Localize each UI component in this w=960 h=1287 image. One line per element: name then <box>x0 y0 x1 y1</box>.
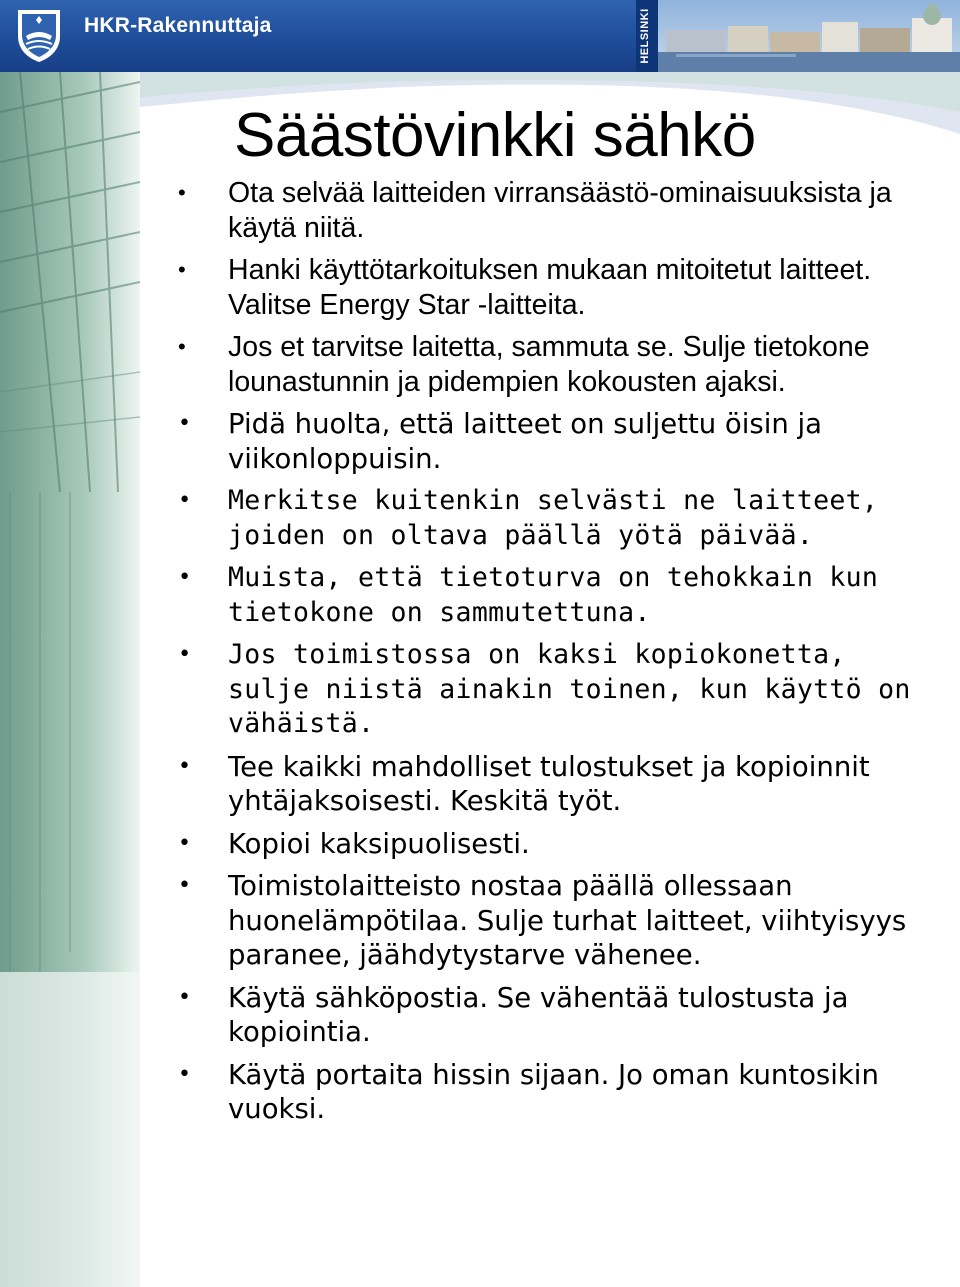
helsinki-crest-icon <box>14 6 64 64</box>
bullet-icon: • <box>178 257 186 282</box>
list-item: • Hanki käyttötarkoituksen mukaan mitoitetut laitteet. Valitse Energy Star -laitteita. <box>178 254 872 321</box>
list-item: • Kopioi kaksipuolisesti. <box>178 827 530 860</box>
brand-name: HKR-Rakennuttaja <box>84 14 272 37</box>
bullet-icon: • <box>178 411 191 436</box>
bullet-icon: • <box>178 642 192 667</box>
list-item: • Pidä huolta, että laitteet on suljettu öisin ja viikonloppuisin. <box>178 408 823 475</box>
list-item: • Käytä portaita hissin sijaan. Jo oman kuntosikin vuoksi. <box>178 1058 879 1125</box>
slide-title: Säästövinkki sähkö <box>234 101 756 170</box>
greenhouse-image <box>0 72 140 1287</box>
bullet-list <box>176 176 926 1135</box>
list-item: • Ota selvää laitteiden virransäästö-ominaisuuksista ja käytä niitä. <box>178 177 892 244</box>
bullet-icon: • <box>178 180 186 205</box>
helsinki-label: HELSINKI <box>639 8 651 64</box>
city-skyline-image <box>636 0 960 72</box>
list-item: • Toimistolaitteisto nostaa päällä ollessaan huonelämpötilaa. Sulje turhat laitteet, viihtyisyys paranee, jäähdytystarve vähenee. <box>178 870 907 971</box>
bullet-icon: • <box>178 488 192 513</box>
list-item: • Käytä sähköpostia. Se vähentää tulostusta ja kopiointia. <box>178 981 849 1048</box>
bullet-icon: • <box>178 334 186 359</box>
list-item: • Tee kaikki mahdolliset tulostukset ja kopioinnit yhtäjaksoisesti. Keskitä työt. <box>178 750 870 817</box>
bullet-icon: • <box>178 1061 191 1087</box>
bullet-icon: • <box>178 873 191 898</box>
list-item: • Merkitse kuitenkin selvästi ne laitteet, joiden on oltava päällä yötä päivää. <box>178 485 879 551</box>
list-item: • Jos et tarvitse laitetta, sammuta se. Sulje tietokone lounastunnin ja pidempien kokousten ajaksi. <box>178 331 870 398</box>
list-item: • Muista, että tietoturva on tehokkain kun tietokone on sammutettuna. <box>178 562 879 628</box>
bullet-icon: • <box>178 753 191 779</box>
bullet-icon: • <box>178 830 191 856</box>
bullet-icon: • <box>178 984 191 1010</box>
bullet-icon: • <box>178 565 192 590</box>
header-banner <box>0 0 960 72</box>
list-item: • Jos toimistossa on kaksi kopiokonetta, sulje niistä ainakin toinen, kun käyttö on vähäistä. <box>178 639 911 739</box>
